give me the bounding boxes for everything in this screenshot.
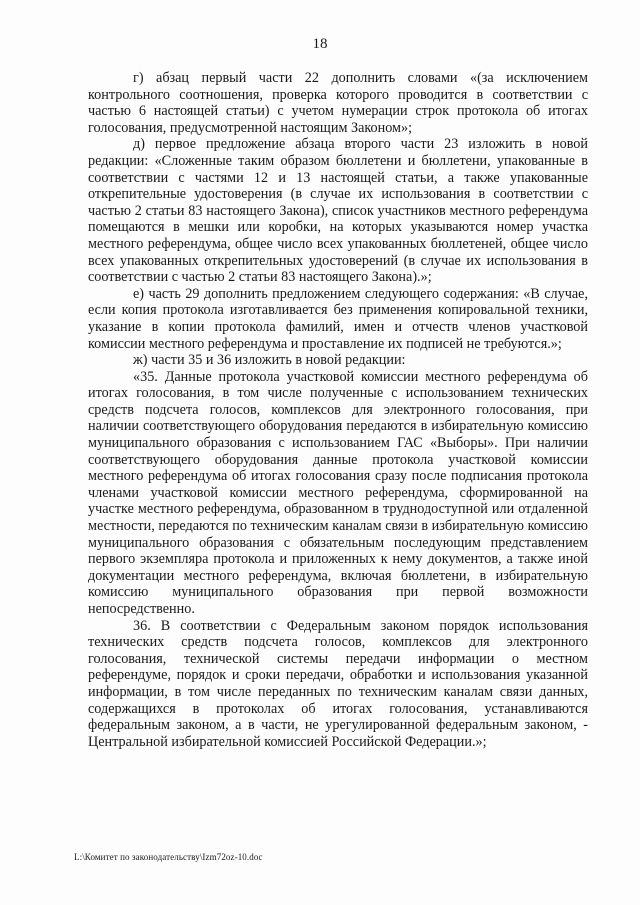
page-number: 18: [312, 36, 328, 52]
footer-file-path: L:\Комитет по законодательству\Izm72oz-10.doc: [74, 852, 263, 862]
paragraph-d: д) первое предложение абзаца второго части 23 изложить в новой редакции: «Сложенные таким образом бюллетени и бюллетени, упакованные в соответствии с частями 12 и 13 настоящей статьи, а также упакованные открепительные удостоверения (в случае их использования в соответствии с частью 2 статьи 83 настоящего Закона), список участников местного референдума помещаются в мешки или коробки, на которых указываются номер участка местного референдума, общее число всех упакованных бюллетеней, общее число всех упакованных открепительных удостоверений (в случае их использования в соответствии с частью 2 статьи 83 настоящего Закона).»;: [88, 136, 588, 286]
document-body: [88, 70, 588, 750]
paragraph-e: е) часть 29 дополнить предложением следующего содержания: «В случае, если копия протокола изготавливается без применения копировальной техники, указание в копии протокола фамилий, имен и отчеств членов участковой комиссии местного референдума и проставление их подписей не требуются.»;: [88, 285, 588, 352]
paragraph-g: г) абзац первый части 22 дополнить словами «(за исключением контрольного соотношения, проверка которого проводится в соответствии с частью 6 настоящей статьи) с учетом нумерации строк протокола об итогах голосования, предусмотренной настоящим Законом»;: [88, 70, 588, 136]
paragraph-35: «35. Данные протокола участковой комиссии местного референдума об итогах голосования, в том числе полученные с использованием технических средств подсчета голосов, комплексов для электронного голосования, при наличии соответствующего оборудования передаются в избирательную комиссию муниципального образования с использованием ГАС «Выборы». При наличии соответствующего оборудования данные протокола участковой комиссии местного референдума об итогах голосования сразу после подписания протокола членами участковой комиссии местного референдума, сформированной на участке местного референдума, образованном в труднодоступной или отдаленной местности, передаются по техническим каналам связи в избирательную комиссию муниципального образования с обязательным последующим представлением первого экземпляра протокола и приложенных к нему документов, а также иной документации местного референдума, включая бюллетени, в избирательную комиссию муниципального образования при первой возможности непосредственно.: [88, 368, 588, 617]
paragraph-36: 36. В соответствии с Федеральным законом порядок использования технических средств подсчета голосов, комплексов для электронного голосования, технической системы передачи информации о местном референдуме, порядок и сроки передачи, обработки и использования указанной информации, в том числе переданных по техническим каналам связи данных, содержащихся в протоколах об итогах голосования, устанавливаются федеральным законом, а в части, не урегулированной федеральным законом, - Центральной избирательной комиссией Российской Федерации.»;: [88, 617, 588, 750]
paragraph-zh: ж) части 35 и 36 изложить в новой редакции:: [133, 352, 406, 369]
